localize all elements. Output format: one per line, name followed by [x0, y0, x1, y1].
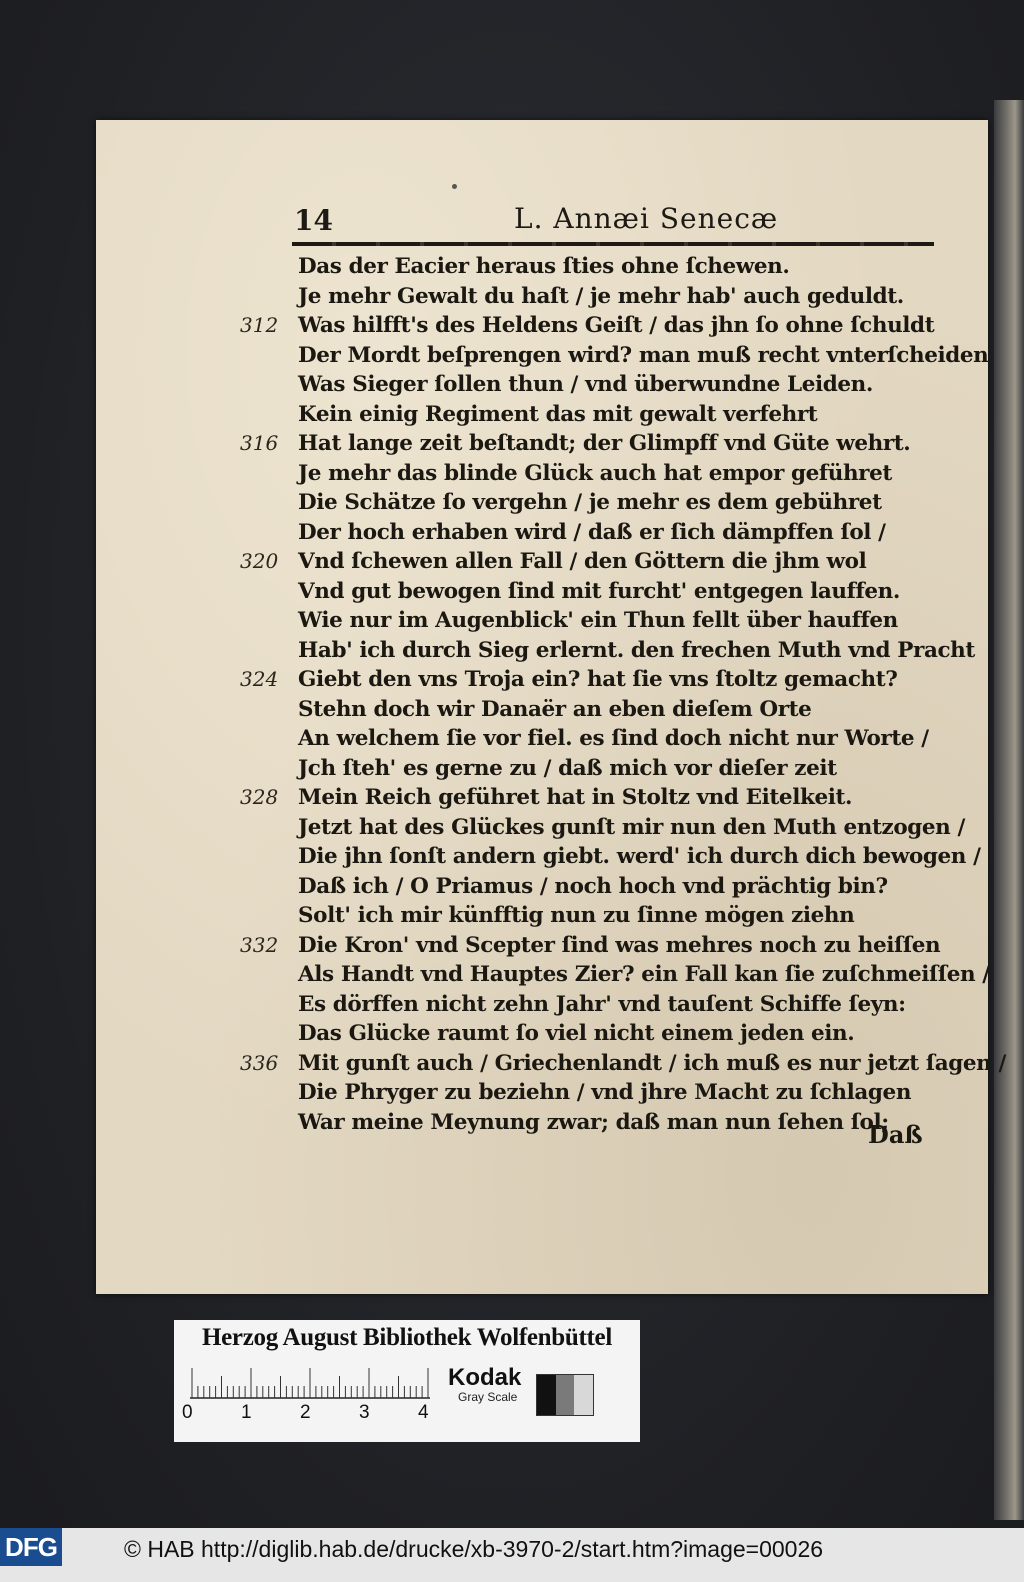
line-number: 312: [240, 313, 279, 337]
verse-line: [240, 842, 981, 872]
gray-scale-label: Gray Scale: [458, 1390, 518, 1404]
verse-line: [240, 370, 940, 400]
verse-line: [240, 488, 940, 518]
line-number: 332: [240, 932, 279, 957]
verse-line: [240, 400, 940, 430]
verse-text: Giebt den vns Troja ein? hat ſie vns ſtoltz gemacht?: [298, 667, 898, 692]
verse-line: [240, 665, 940, 695]
verse-line: [240, 724, 940, 754]
ruler-label: 3: [359, 1402, 370, 1423]
verse-line: [240, 577, 940, 607]
verse-text: Vnd gut bewogen ſind mit furcht' entgegen lauffen.: [298, 578, 900, 604]
verse-line: [240, 695, 940, 725]
gray-swatch: [574, 1375, 593, 1415]
verse-text: Je mehr Gewalt du haſt / je mehr hab' auch geduldt.: [298, 283, 904, 309]
footer-source-link[interactable]: © HAB http://diglib.hab.de/drucke/xb-3970-2/start.htm?image=00026: [124, 1536, 824, 1562]
verse-line: [240, 990, 940, 1020]
verse-line: [240, 1019, 940, 1049]
ruler-label: 2: [300, 1402, 311, 1423]
line-number: 328: [240, 785, 279, 809]
verse-text: An welchem ſie vor fiel. es ſind doch nicht nur Worte /: [298, 726, 929, 751]
verse-text: Die Schätze ſo vergehn / je mehr es dem gebühret: [298, 490, 882, 515]
verse-text: Jch ſteh' es gerne zu / daß mich vor dieſer zeit: [298, 755, 837, 781]
line-number: 320: [240, 549, 279, 573]
line-number: 324: [240, 667, 279, 691]
verse-text: Hab' ich durch Sieg erlernt. den frechen Muth vnd Pracht: [298, 637, 975, 663]
verse-line: [240, 813, 965, 843]
verse-text: Solt' ich mir künfftig nun zu ſinne mögen ziehn: [298, 903, 855, 928]
verse-text: Mit gunſt auch / Griechenlandt / ich muß es nur jetzt ſagen /: [298, 1050, 1006, 1076]
verse-text: Das Glücke raumt ſo viel nicht einem jeden ein.: [298, 1021, 855, 1046]
kodak-brand: Kodak: [448, 1364, 522, 1391]
verse-text: Der hoch erhaben wird / daß er ſich dämpffen ſol /: [298, 519, 886, 545]
verse-text: Die Kron' vnd Scepter ſind was mehres noch zu heiſſen: [298, 932, 941, 958]
running-title: L. Annæi Senecæ: [514, 202, 779, 235]
verse-line: [240, 754, 940, 784]
header-rule: [292, 242, 934, 246]
verse-text: Hat lange zeit beſtandt; der Glimpff vnd Güte wehrt.: [298, 431, 911, 456]
gray-swatches: [536, 1374, 594, 1416]
book-edge: [994, 100, 1024, 1520]
catchword: Daß: [868, 1120, 923, 1149]
dfg-logo: DFG: [0, 1528, 62, 1566]
verse-line: [240, 901, 940, 931]
verse-line: [240, 547, 940, 577]
page-header: [292, 198, 934, 248]
verse-line: [240, 636, 975, 666]
verse-line: [240, 252, 940, 282]
verse-line: [240, 872, 940, 902]
ruler-label: 1: [241, 1402, 252, 1423]
verse-line: [240, 606, 940, 636]
verse-text: Was hilfft's des Heldens Geiſt / das jhn ſo ohne ſchuldt: [298, 313, 935, 338]
verse-text: Als Handt vnd Hauptes Zier? ein Fall kan ſie zuſchmeiſſen /: [298, 962, 990, 987]
page-number: 14: [294, 204, 333, 237]
verse-text: Die jhn ſonſt andern giebt. werd' ich durch dich bewogen /: [298, 844, 981, 869]
card-title: Herzog August Bibliothek Wolfenbüttel: [201, 1324, 612, 1351]
verse-line: [240, 429, 940, 459]
verse-line: [240, 783, 940, 813]
verse-text: Je mehr das blinde Glück auch hat empor geführet: [298, 460, 892, 486]
ink-speck: [452, 184, 457, 189]
verse-text: Vnd ſchewen allen Fall / den Göttern die jhm wol: [298, 549, 867, 574]
verse-line: [240, 311, 940, 341]
measurement-ruler: [190, 1364, 430, 1400]
verse-line: [240, 341, 989, 371]
verse-line: [240, 960, 990, 990]
verse-text: Es dörffen nicht zehn Jahr' vnd tauſent Schiffe ſeyn:: [298, 991, 906, 1017]
verse-text: Die Phryger zu beziehn / vnd jhre Macht zu ſchlagen: [298, 1080, 912, 1105]
verse-line: [240, 1078, 940, 1108]
ruler-label: 0: [182, 1402, 193, 1423]
color-reference-card: [174, 1320, 640, 1442]
verse-block: [240, 252, 1006, 1137]
verse-line: [240, 518, 940, 548]
verse-line: [240, 1108, 940, 1138]
ruler-labels: [182, 1402, 442, 1426]
verse-line: [240, 282, 940, 312]
verse-text: Wie nur im Augenblick' ein Thun fellt über hauffen: [298, 608, 898, 633]
gray-swatch: [537, 1375, 556, 1415]
line-number: 316: [240, 431, 279, 455]
verse-line: [240, 1049, 1006, 1079]
gray-swatch: [556, 1375, 575, 1415]
line-number: 336: [240, 1050, 279, 1075]
ruler-label: 4: [418, 1402, 429, 1423]
verse-text: War meine Meynung zwar; daß man nun ſehen ſol;: [298, 1109, 889, 1135]
verse-text: Was Sieger ſollen thun / vnd überwundne Leiden.: [298, 372, 873, 397]
verse-text: Kein einig Regiment das mit gewalt verfehrt: [298, 401, 818, 427]
verse-text: Jetzt hat des Glückes gunſt mir nun den Muth entzogen /: [298, 814, 965, 840]
verse-line: [240, 459, 940, 489]
verse-line: [240, 931, 940, 961]
verse-text: Der Mordt beſprengen wird? man muß recht vnterſcheiden: [298, 342, 989, 368]
verse-text: Stehn doch wir Danaër an eben dieſem Orte: [298, 696, 812, 722]
verse-text: Mein Reich geführet hat in Stoltz vnd Eitelkeit.: [298, 785, 853, 810]
verse-text: Daß ich / O Priamus / noch hoch vnd prächtig bin?: [298, 873, 888, 899]
verse-text: Das der Eacier heraus ſties ohne ſchewen.: [298, 254, 790, 279]
